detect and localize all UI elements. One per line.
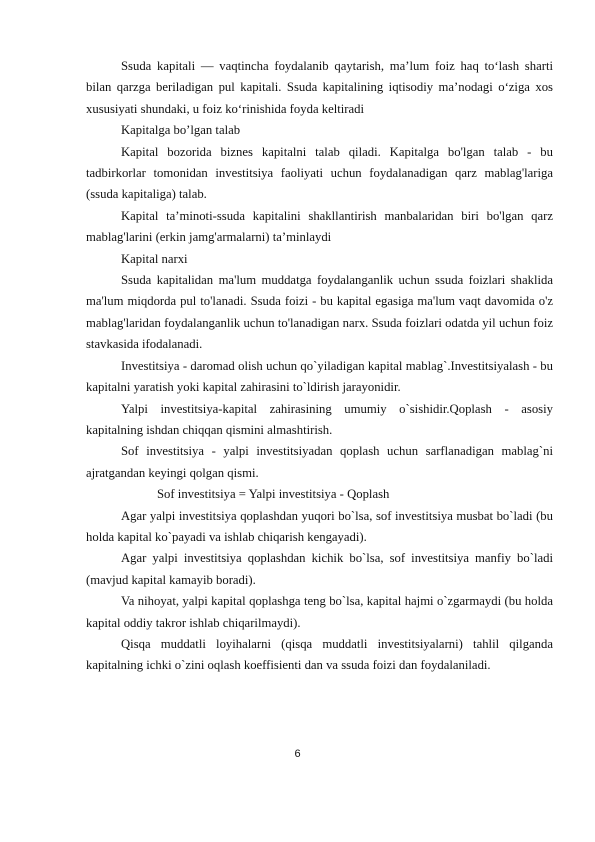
paragraph-ssuda-kapitali: Ssuda kapitali — vaqtincha foydalanib qaytarish, maʼlum foiz haq toʻlash sharti bilan qarzga beriladigan pul kapitali. Ssuda kapitalining iqtisodiy maʼnodagi oʻziga xos xususiyati shundaki, u foiz koʻrinishida foyda keltiradi bbox=[86, 59, 553, 116]
paragraph-sof-investitsiya: Sof investitsiya - yalpi investitsiyadan qoplash uchun sarflanadigan mablag`ni ajratgandan keyingi qolgan qismi. bbox=[86, 444, 553, 480]
page-number: 6 bbox=[294, 748, 301, 760]
paragraph-investitsiya: Investitsiya - daromad olish uchun qo`yiladigan kapital mablag`.Investitsiyalash - bu kapitalni yaratish yoki kapital zahirasini to`ldirish jarayonidir. bbox=[86, 358, 553, 395]
heading-kapitalga-talab: Kapitalga bo’lgan talab bbox=[121, 123, 241, 138]
paragraph-yalpi-investitsiya: Yalpi investitsiya-kapital zahirasining umumiy o`sishidir.Qoplash - asosiy kapitalning ishdan chiqqan qismini almashtirish. bbox=[86, 401, 553, 437]
heading-kapital-narxi: Kapital narxi bbox=[121, 251, 188, 266]
document-page bbox=[86, 56, 553, 677]
formula-sof-investitsiya: Sof investitsiya = Yalpi investitsiya - Qoplash bbox=[157, 487, 390, 502]
paragraph-ozgarmaydi: Va nihoyat, yalpi kapital qoplashga teng bo`lsa, kapital hajmi o`zgarmaydi (bu holda kapital oddiy takror ishlab chiqarilmaydi). bbox=[86, 594, 553, 630]
paragraph-ssuda-foizi: Ssuda kapitalidan ma'lum muddatga foydalanganlik uchun ssuda foizlari shaklida ma'lum miqdorda pul to'lanadi. Ssuda foizi - bu kapital egasiga ma'lum vaqt davomida o'z mablag'laridan foydalanganlik uchun to'lanadigan narx. Ssuda foizlari odatda yil uchun foiz stavkasida ifodalanadi. bbox=[86, 273, 553, 352]
paragraph-manfiy: Agar yalpi investitsiya qoplashdan kichik bo`lsa, sof investitsiya manfiy bo`ladi (mavjud kapital kamayib boradi). bbox=[86, 551, 553, 587]
paragraph-musbat: Agar yalpi investitsiya qoplashdan yuqori bo`lsa, sof investitsiya musbat bo`ladi (bu holda kapital ko`payadi va ishlab chiqarish kengayadi). bbox=[86, 508, 553, 544]
paragraph-qisqa-muddatli: Qisqa muddatli loyihalarni (qisqa muddatli investitsiyalarni) tahlil qilganda kapitalning ichki o`zini oqlash koeffisienti dan va ssuda foizi dan foydalaniladi. bbox=[86, 636, 553, 673]
paragraph-kapital-taminoti: Kapital ta’minoti-ssuda kapitalini shakllantirish manbalaridan biri bo'lgan qarz mablag'larini (erkin jamg'armalarni) ta’minlaydi bbox=[86, 208, 553, 245]
paragraph-kapital-talab: Kapital bozorida biznes kapitalni talab qiladi. Kapitalga bo'lgan talab - bu tadbirkorlar tomonidan investitsiya faoliyati uchun foydalanadigan qarz mablag'lariga (ssuda kapitaliga) talab. bbox=[86, 144, 553, 202]
